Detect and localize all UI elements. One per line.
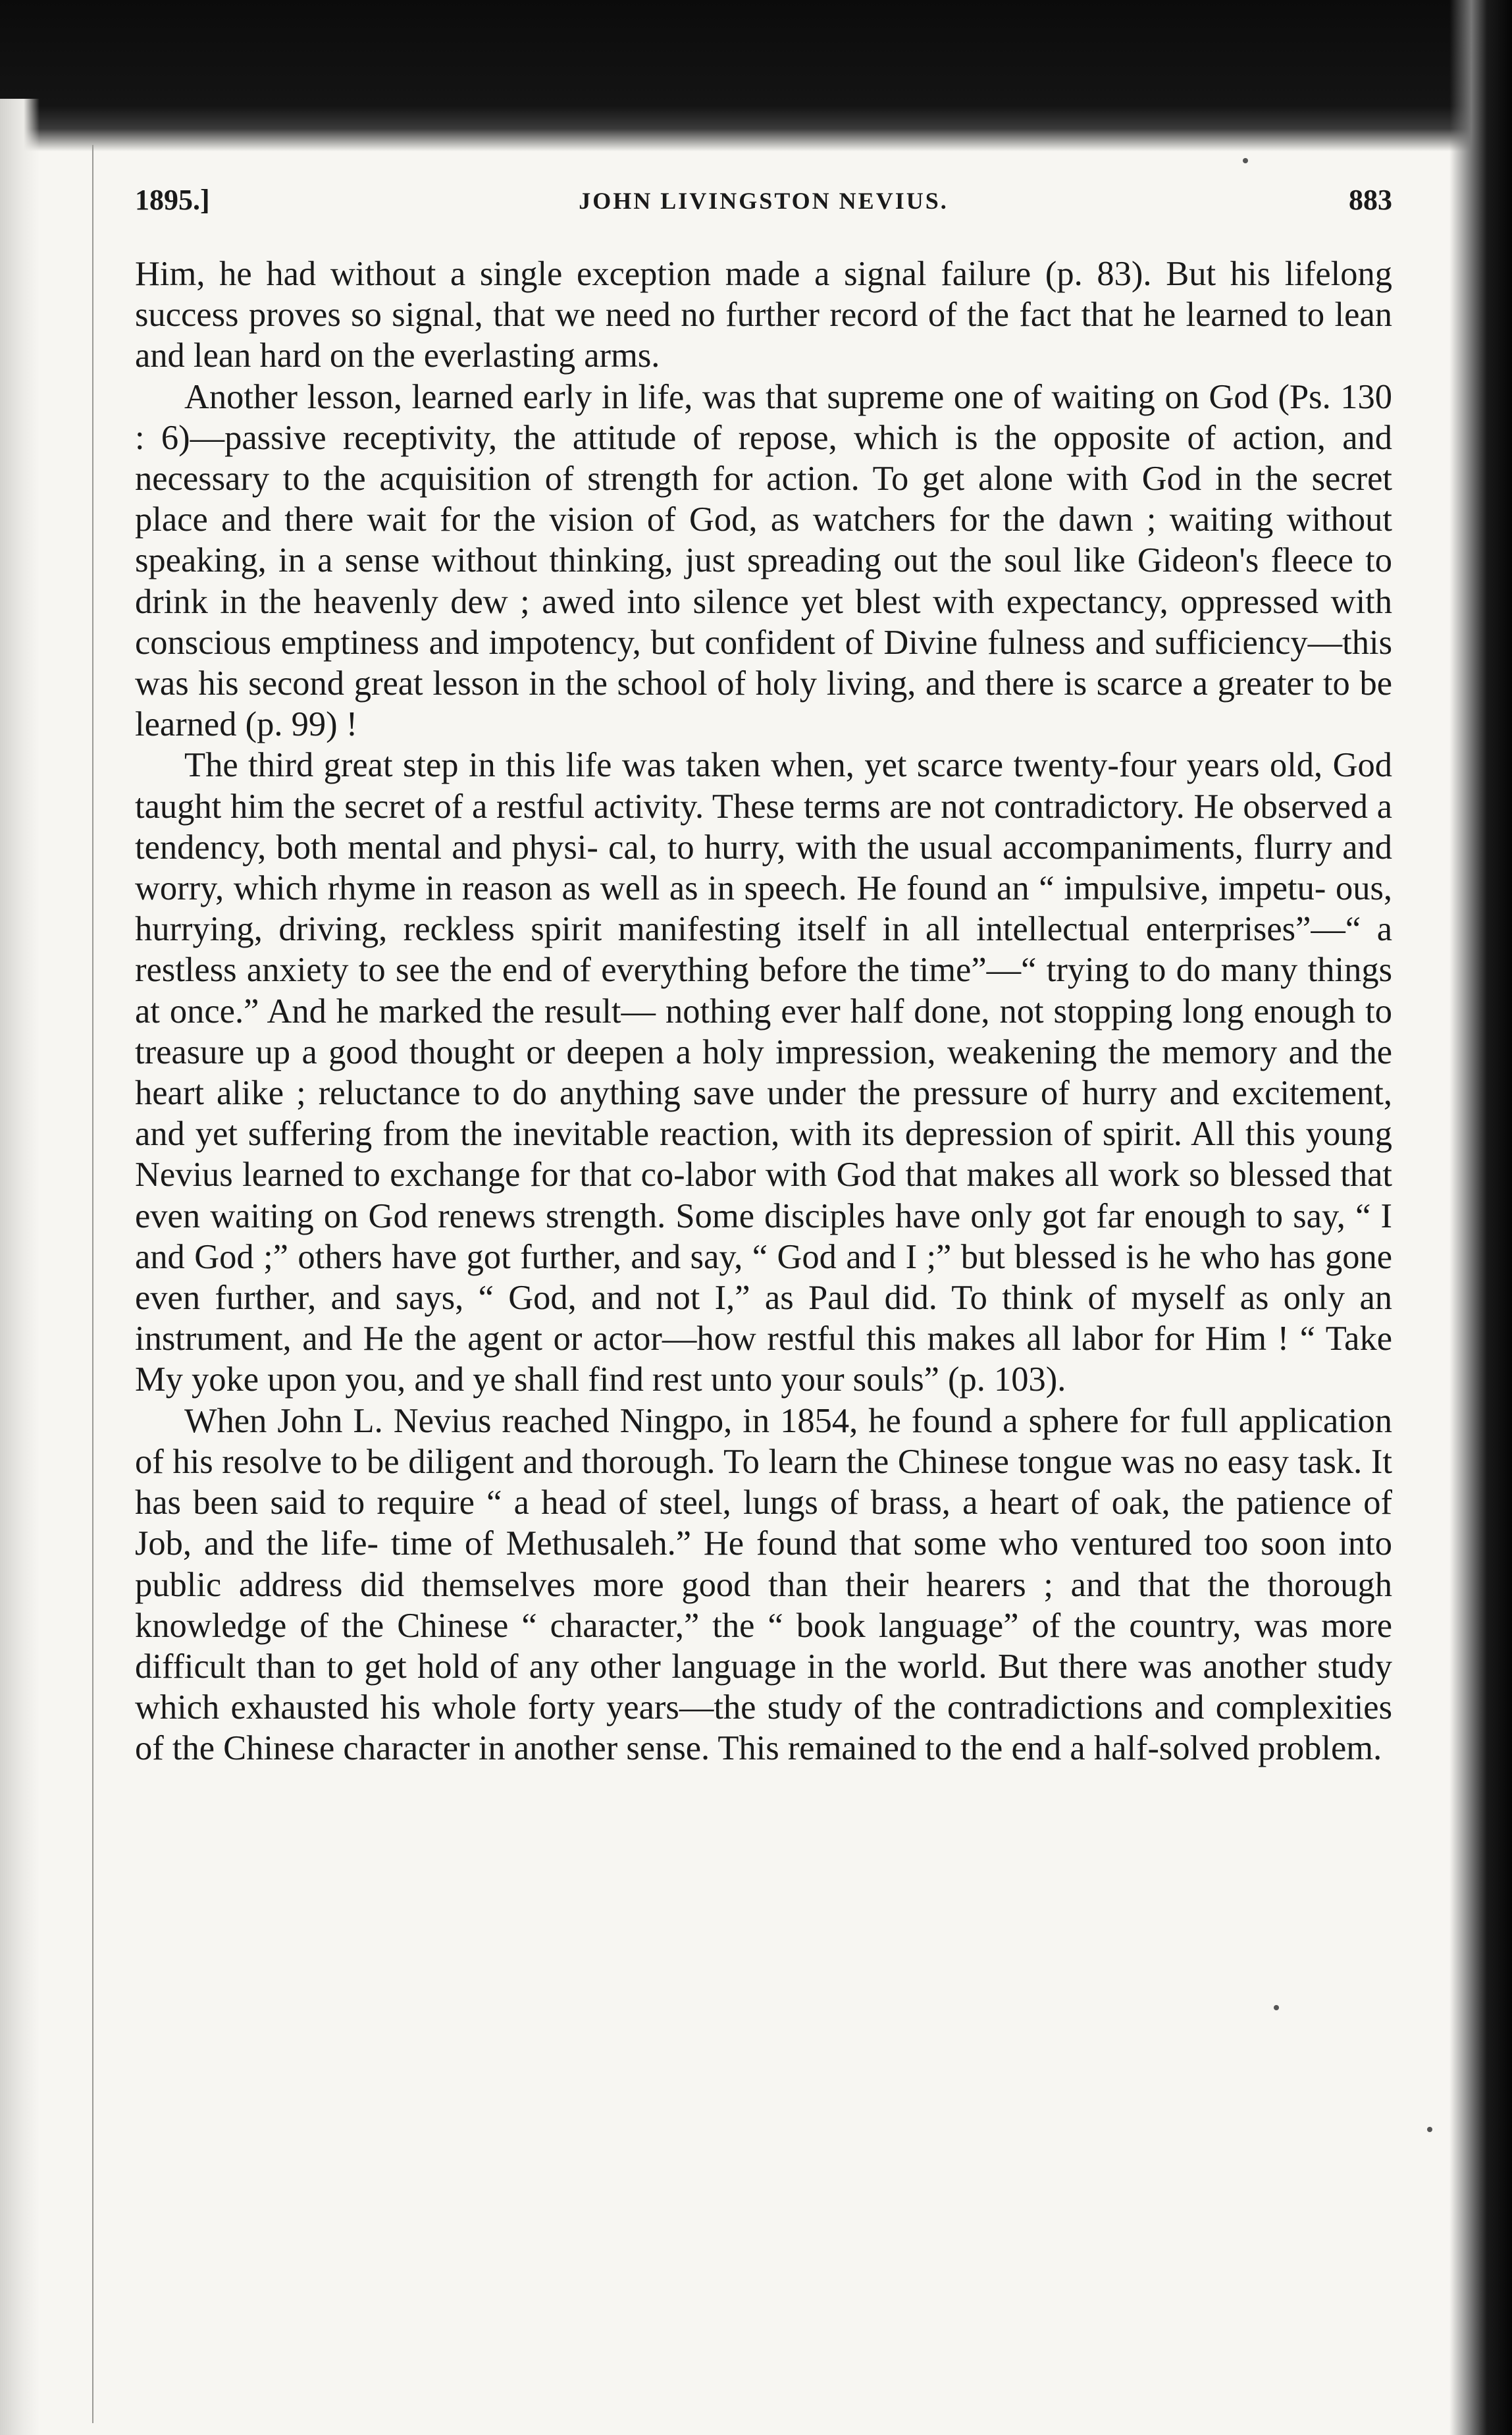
text-line: public address did themselves more good than their hearers ; and that the <box>135 1565 1250 1604</box>
text-line: of the country, was more difficult than to get hold of any other language <box>135 1606 1392 1686</box>
text-line: enterprises”—“ a restless anxiety to see the end of everything before the <box>135 910 1393 990</box>
text-line: Another lesson, learned early in life, was that supreme one of waiting <box>184 377 1155 416</box>
text-line: holy living, and there is scarce a greater to be learned (p. 99) ! <box>135 664 1393 744</box>
text-line: you, and ye shall find rest unto your souls” (p. 103). <box>345 1360 1066 1399</box>
text-line: forty years—the study of the contradictions and complexities of the Chinese <box>135 1688 1393 1768</box>
scan-speck <box>1274 2005 1279 2010</box>
text-line: did. To think of myself as only an instrument, and He the agent or <box>135 1279 1392 1358</box>
text-line: sense without thinking, just spreading out the soul like Gideon's fleece to <box>344 541 1392 580</box>
text-line: cal, to hurry, with the usual accompaniments, flurry and worry, which <box>135 828 1393 908</box>
scan-left-shadow <box>0 99 39 2435</box>
article-body <box>135 254 1392 1769</box>
text-line: time of Methusaleh.” He found that some who ventured too soon into <box>390 1524 1392 1563</box>
text-line: the opposite of action, and necessary to the acquisition of strength for <box>135 418 1392 498</box>
text-line: actor—how restful this makes all labor for Him ! “ Take My yoke upon <box>135 1320 1392 1399</box>
text-line: ous, hurrying, driving, reckless spirit manifesting itself in all intellectual <box>135 869 1393 949</box>
text-line: rhyme in reason as well as in speech. He found an “ impulsive, impetu- <box>327 869 1326 908</box>
header-year: 1895.] <box>135 184 210 216</box>
text-line: action. To get alone with God in the secret place and there wait for the <box>135 460 1392 539</box>
text-line: and God ;” others have got further, and say, “ God and I ;” but blessed <box>135 1237 1116 1276</box>
text-line: vision of God, as watchers for the dawn ; waiting without speaking, in a <box>135 500 1393 580</box>
text-line: and excitement, and yet suffering from the inevitable reaction, with its <box>135 1074 1392 1154</box>
text-line: Chinese tongue was no easy task. It has been said to require “ a head <box>135 1442 1392 1522</box>
text-line: are not contradictory. He observed a tendency, both mental and physi- <box>135 787 1393 867</box>
text-line: thought or deepen a holy impression, weakening the memory and the <box>409 1032 1393 1071</box>
page-edge-line <box>92 145 93 2423</box>
scan-right-edge <box>1449 0 1512 2435</box>
paragraph <box>135 1401 1392 1769</box>
header-title: JOHN LIVINGSTON NEVIUS. <box>579 188 949 214</box>
text-line: fulness and sufficiency—this was his second great lesson in the school of <box>135 623 1392 703</box>
text-line: nothing ever half done, not stopping long enough to treasure up a good <box>135 992 1392 1071</box>
text-line: full application of his resolve to be diligent and thorough. To learn the <box>135 1401 1393 1481</box>
text-line: is he who has gone even further, and says, “ God, and not I,” as Paul <box>135 1237 1393 1318</box>
text-line: The third great step in this life was taken when, yet scarce twenty-four <box>184 746 1177 785</box>
page-number: 883 <box>1349 184 1392 216</box>
text-line: co-labor with God that makes all work so blessed that even waiting on God <box>135 1156 1392 1235</box>
scan-speck <box>1243 158 1248 163</box>
text-line: But his lifelong success proves so signal, that we need no further record <box>135 255 1392 334</box>
text-line: problem. <box>1258 1729 1382 1768</box>
paragraph <box>135 745 1392 1400</box>
text-line: renews strength. Some disciples have only got far enough to say, “ I <box>438 1196 1393 1235</box>
text-line: thorough knowledge of the Chinese “ character,” the “ book language” <box>135 1565 1392 1645</box>
scan-speck <box>1427 2127 1432 2132</box>
text-line: heart alike ; reluctance to do anything save under the pressure of hurry <box>135 1074 1157 1113</box>
paragraph <box>135 254 1392 377</box>
paragraph <box>135 377 1392 745</box>
text-line: years old, God taught him the secret of a restful activity. These terms <box>135 746 1392 826</box>
text-line: time”—“ trying to do many things at once.” And he marked the result— <box>135 951 1392 1030</box>
text-line: depression of spirit. All this young Nevius learned to exchange for that <box>135 1115 1393 1194</box>
running-head <box>135 183 1392 229</box>
text-line: Him, he had without a single exception made a signal failure (p. 83). <box>135 255 1152 293</box>
text-line: oppressed with conscious emptiness and impotency, but confident of Divine <box>135 582 1392 662</box>
scan-top-shadow <box>0 0 1512 151</box>
text-line: of the fact that he learned to lean and lean hard on the everlasting arms. <box>135 296 1392 375</box>
text-line: drink in the heavenly dew ; awed into silence yet blest with expectancy, <box>135 582 1168 621</box>
text-line: character in another sense. This remained to the end a half-solved <box>343 1729 1250 1768</box>
text-line: in the world. But there was another study which exhausted his whole <box>135 1647 1393 1727</box>
text-line: on God (Ps. 130 : 6)—passive receptivity, the attitude of repose, which is <box>135 377 1392 457</box>
text-line: When John L. Nevius reached Ningpo, in 1854, he found a sphere for <box>184 1401 1170 1440</box>
text-line: of steel, lungs of brass, a heart of oak, the patience of Job, and the life- <box>135 1484 1393 1563</box>
